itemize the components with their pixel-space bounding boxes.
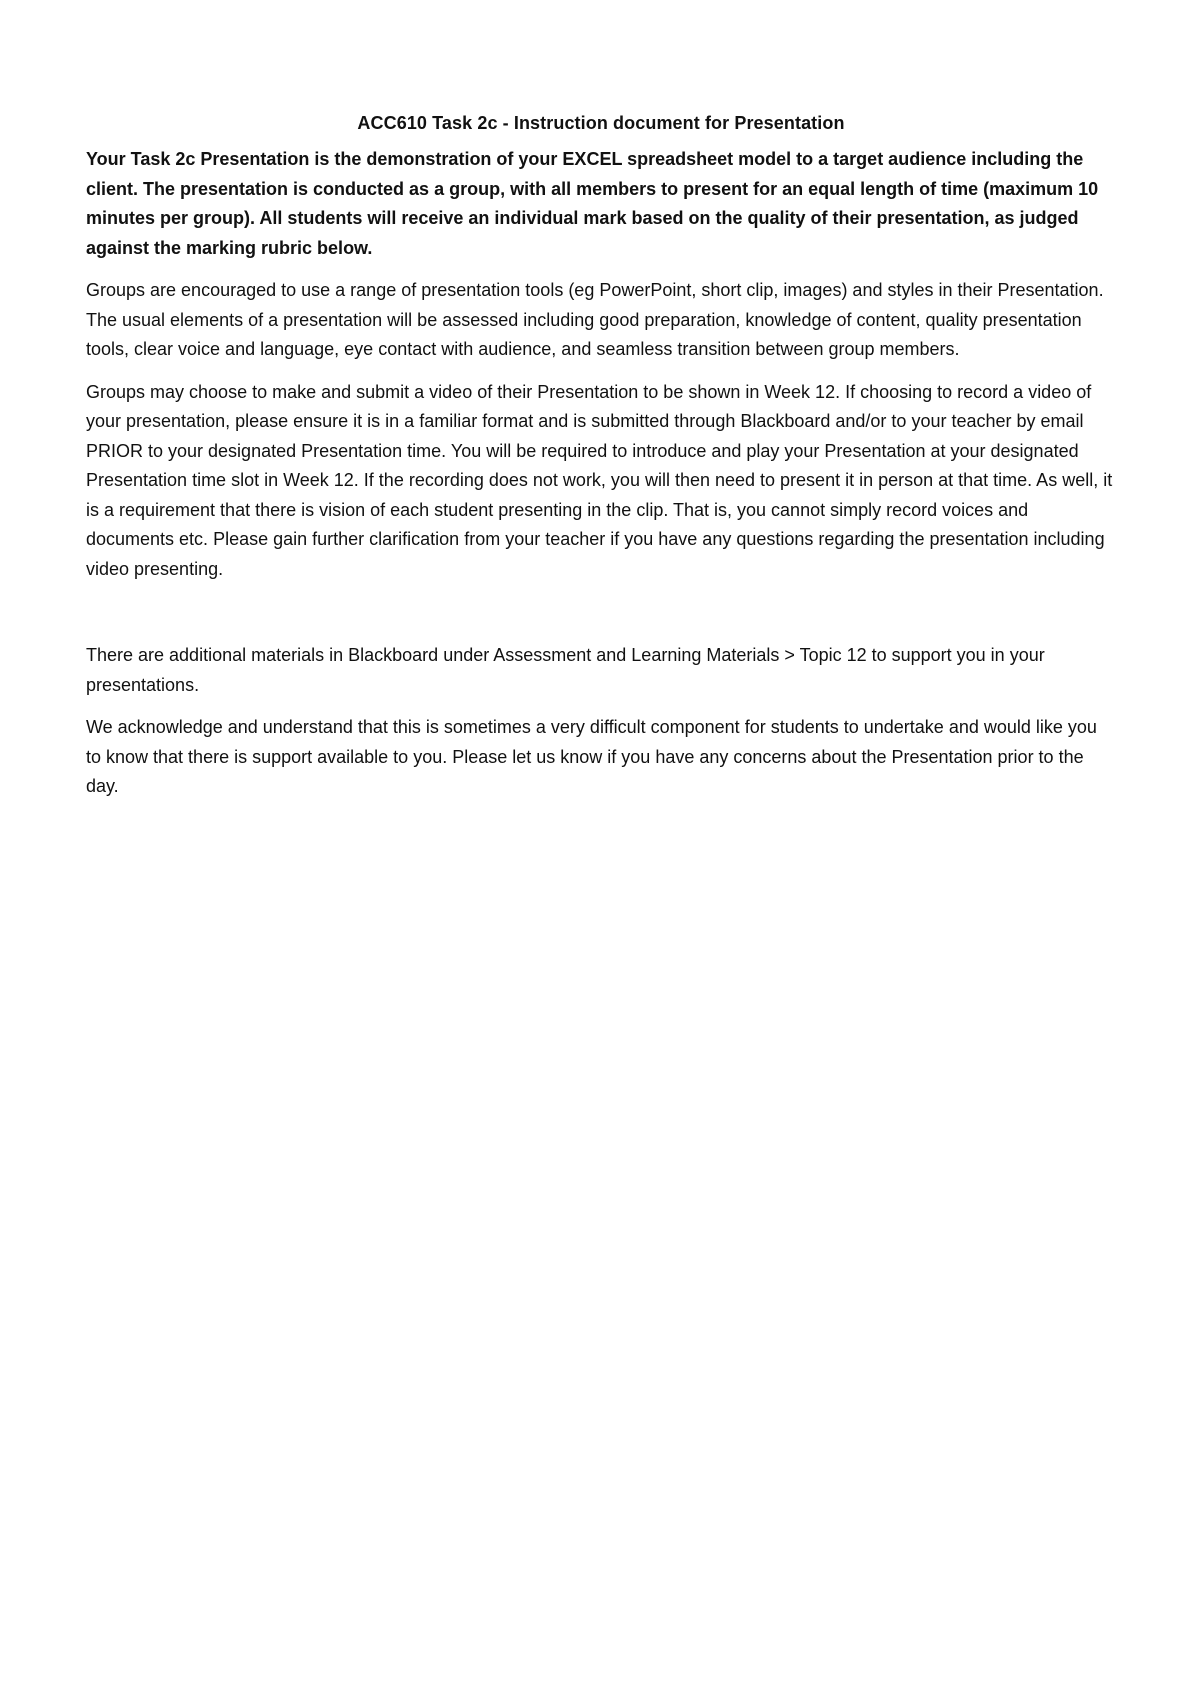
additional-materials-paragraph: There are additional materials in Blackboard under Assessment and Learning Materials > Topic 12 to support you in your presentations. bbox=[86, 645, 1045, 695]
video-submission-paragraph: Groups may choose to make and submit a video of their Presentation to be shown in Week 12. If choosing to record a video of your presentation, please ensure it is in a familiar format and is submitted through Blackboard and/or to your teacher by email PRIOR to your designated Presentation time. You will be required to introduce and play your Presentation at your designated Presentation time slot in Week 12. If the recording does not work, you will then need to present it in person at that time. As well, it is a requirement that there is vision of each student presenting in the clip. That is, you cannot simply record voices and documents etc. Please gain further clarification from your teacher if you have any questions regarding the presentation including video presenting. bbox=[86, 381, 1113, 579]
document-body bbox=[86, 108, 1116, 815]
support-paragraph: We acknowledge and understand that this is sometimes a very difficult component for students to undertake and would like you to know that there is support available to you. Please let us know if you have any concerns about the Presentation prior to the day. bbox=[86, 717, 1097, 796]
intro-paragraph: Your Task 2c Presentation is the demonstration of your EXCEL spreadsheet model to a target audience including the client. The presentation is conducted as a group, with all members to present for an equal length of time (maximum 10 minutes per group). All students will receive an individual mark based on the quality of their presentation, as judged against the marking rubric below. bbox=[86, 149, 1099, 258]
presentation-tools-paragraph: Groups are encouraged to use a range of presentation tools (eg PowerPoint, short clip, images) and styles in their Presentation. The usual elements of a presentation will be assessed including good preparation, knowledge of content, quality presentation tools, clear voice and language, eye contact with audience, and seamless transition between group members. bbox=[86, 280, 1104, 359]
paragraph-spacer bbox=[86, 597, 1116, 641]
document-title: ACC610 Task 2c - Instruction document for Presentation bbox=[357, 113, 845, 133]
